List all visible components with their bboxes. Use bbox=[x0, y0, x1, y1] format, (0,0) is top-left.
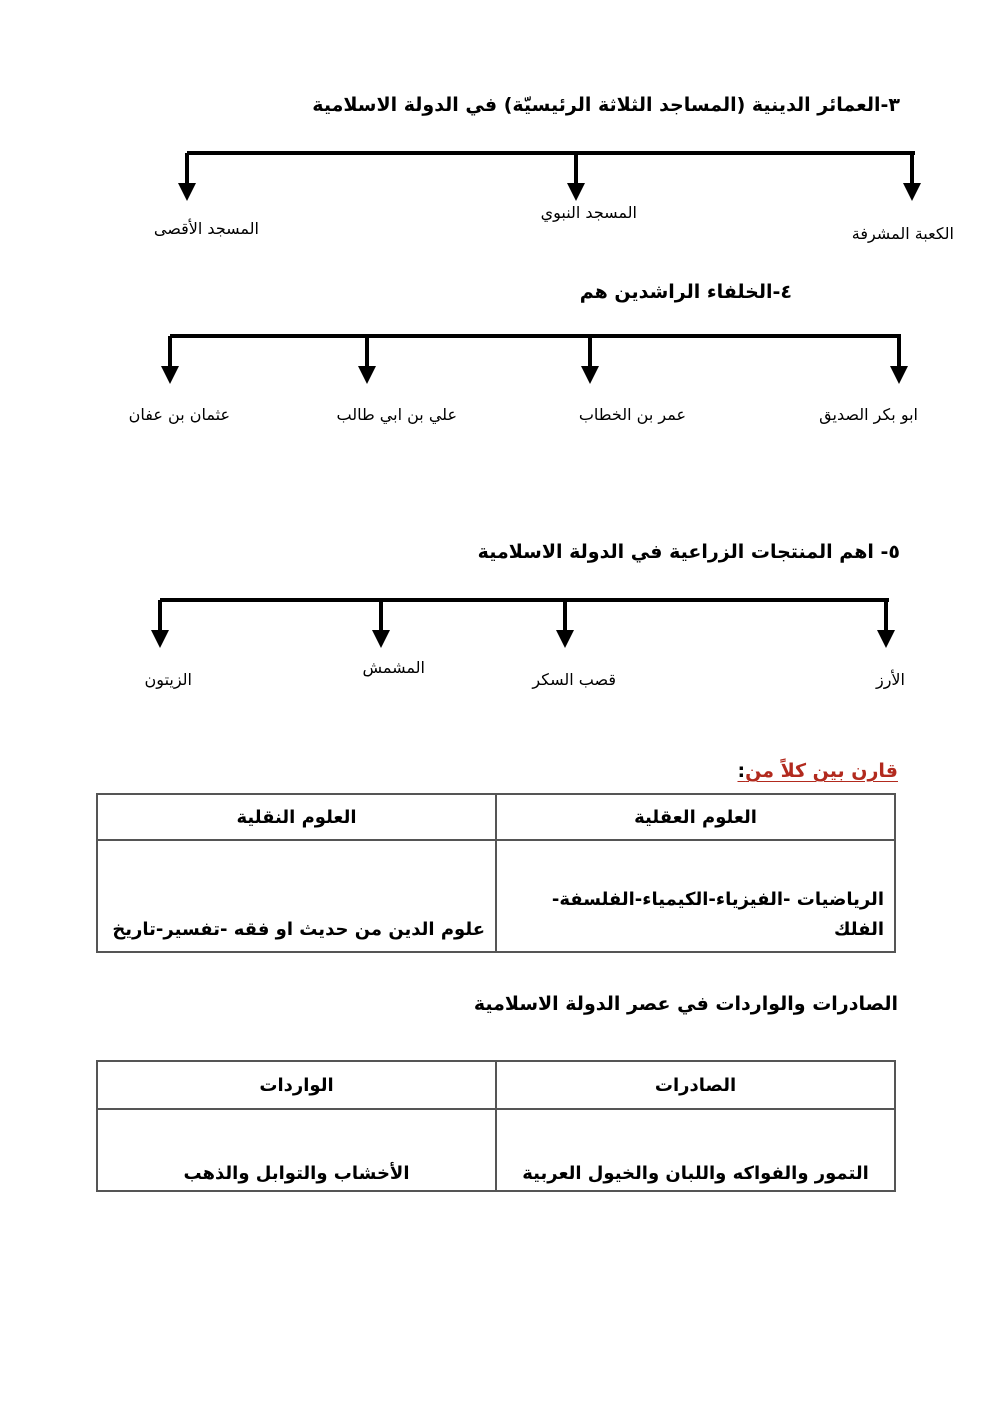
arrow-icon bbox=[372, 630, 390, 648]
arrow-icon bbox=[567, 183, 585, 201]
crop-item-sugarcane: قصب السكر bbox=[532, 670, 616, 689]
arrow-icon bbox=[581, 366, 599, 384]
compare-cell-rational: الرياضيات -الفيزياء-الكيمياء-الفلسفة-الفلك bbox=[496, 840, 895, 952]
trade-table bbox=[96, 1060, 896, 1192]
compare-title-colon: : bbox=[737, 760, 746, 782]
arrow-icon bbox=[178, 183, 196, 201]
caliph-item-uthman: عثمان بن عفان bbox=[128, 405, 230, 424]
compare-cell-transmitted: علوم الدين من حديث او فقه -تفسير-تاريخ bbox=[97, 840, 496, 952]
mosque-item-kaaba: الكعبة المشرفة bbox=[851, 224, 954, 243]
arrow-icon bbox=[890, 366, 908, 384]
caliphs-heading: ٤-الخلفاء الراشدين هم bbox=[579, 281, 792, 303]
crop-item-olive: الزيتون bbox=[144, 670, 192, 689]
caliph-item-ali: علي بن ابي طالب bbox=[336, 405, 457, 424]
compare-header-transmitted: العلوم النقلية bbox=[97, 794, 496, 840]
crop-item-rice: الأرز bbox=[875, 670, 905, 689]
arrow-icon bbox=[903, 183, 921, 201]
compare-header-rational: العلوم العقلية bbox=[496, 794, 895, 840]
arrow-icon bbox=[877, 630, 895, 648]
compare-title-text: قارن بين كلاً من bbox=[745, 760, 898, 782]
crop-item-apricot: المشمش bbox=[362, 658, 425, 677]
trade-title: الصادرات والواردات في عصر الدولة الاسلامية bbox=[473, 993, 898, 1015]
mosque-item-nabawi: المسجد النبوي bbox=[540, 203, 637, 222]
arrow-icon bbox=[161, 366, 179, 384]
mosques-heading: ٣-العمائر الدينية (المساجد الثلاثة الرئيسيّة) في الدولة الاسلامية bbox=[312, 94, 900, 116]
caliph-item-umar: عمر بن الخطاب bbox=[578, 405, 686, 424]
arrow-icon bbox=[556, 630, 574, 648]
compare-title bbox=[737, 760, 898, 782]
arrow-icon bbox=[151, 630, 169, 648]
trade-cell-imports: الأخشاب والتوابل والذهب bbox=[97, 1109, 496, 1191]
arrow-icon bbox=[358, 366, 376, 384]
trade-header-imports: الواردات bbox=[97, 1061, 496, 1109]
caliph-item-abubakr: ابو بكر الصديق bbox=[819, 405, 918, 424]
trade-cell-exports: التمور والفواكه واللبان والخيول العربية bbox=[496, 1109, 895, 1191]
trade-header-exports: الصادرات bbox=[496, 1061, 895, 1109]
compare-table bbox=[96, 793, 896, 953]
mosque-item-aqsa: المسجد الأقصى bbox=[153, 219, 259, 238]
crops-heading: ٥- اهم المنتجات الزراعية في الدولة الاسلامية bbox=[477, 541, 900, 563]
